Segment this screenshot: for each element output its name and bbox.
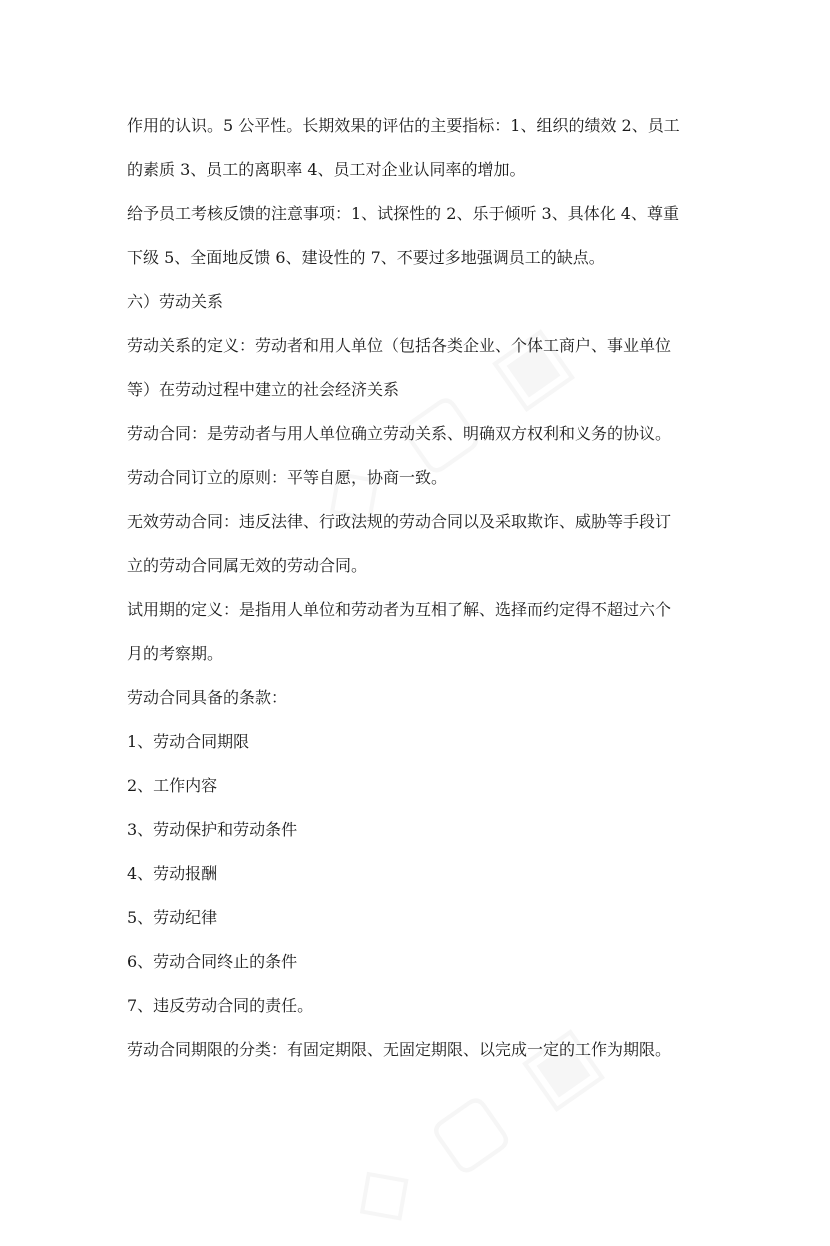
text-line: 的素质 3、员工的离职率 4、员工对企业认同率的增加。 — [127, 160, 526, 179]
text-line: 劳动合同具备的条款： — [127, 688, 288, 707]
list-item-text: 6、劳动合同终止的条件 — [127, 952, 298, 971]
paragraph-labor-contract — [127, 412, 707, 456]
list-item-clause-4 — [127, 852, 707, 896]
list-item-clause-1 — [127, 720, 707, 764]
list-item-clause-3 — [127, 808, 707, 852]
text-line: 作用的认识。5 公平性。长期效果的评估的主要指标：1、组织的绩效 2、员工 — [127, 116, 680, 135]
list-item-text: 2、工作内容 — [127, 776, 218, 795]
text-line: 无效劳动合同：违反法律、行政法规的劳动合同以及采取欺诈、威胁等手段订 — [127, 512, 672, 531]
list-item-clause-6 — [127, 940, 707, 984]
list-item-text: 4、劳动报酬 — [127, 864, 218, 883]
text-line: 试用期的定义：是指用人单位和劳动者为互相了解、选择而约定得不超过六个 — [127, 600, 672, 619]
paragraph-probation-definition — [127, 588, 707, 676]
list-item-clause-7 — [127, 984, 707, 1028]
paragraph-contract-clauses-intro — [127, 676, 707, 720]
paragraph-invalid-contract — [127, 500, 707, 588]
text-line: 劳动合同订立的原则：平等自愿，协商一致。 — [127, 468, 448, 487]
section-heading-labor-relations — [127, 280, 707, 324]
heading-text: 六）劳动关系 — [127, 292, 224, 311]
text-line: 立的劳动合同属无效的劳动合同。 — [127, 556, 368, 575]
list-item-text: 3、劳动保护和劳动条件 — [127, 820, 298, 839]
paragraph-contract-principles — [127, 456, 707, 500]
text-line: 劳动合同期限的分类：有固定期限、无固定期限、以完成一定的工作为期限。 — [127, 1040, 672, 1059]
text-line: 下级 5、全面地反馈 6、建设性的 7、不要过多地强调员工的缺点。 — [127, 248, 605, 267]
list-item-text: 1、劳动合同期限 — [127, 732, 250, 751]
document-body — [127, 104, 707, 1072]
text-line: 等）在劳动过程中建立的社会经济关系 — [127, 380, 400, 399]
list-item-clause-5 — [127, 896, 707, 940]
list-item-text: 5、劳动纪律 — [127, 908, 218, 927]
text-line: 劳动关系的定义：劳动者和用人单位（包括各类企业、个体工商户、事业单位 — [127, 336, 672, 355]
text-line: 劳动合同：是劳动者与用人单位确立劳动关系、明确双方权利和义务的协议。 — [127, 424, 672, 443]
text-line: 给予员工考核反馈的注意事项：1、试探性的 2、乐于倾听 3、具体化 4、尊重 — [127, 204, 679, 223]
paragraph-evaluation-indicators — [127, 104, 707, 192]
paragraph-contract-term-types — [127, 1028, 707, 1072]
paragraph-feedback-notes — [127, 192, 707, 280]
paragraph-labor-relation-definition — [127, 324, 707, 412]
list-item-clause-2 — [127, 764, 707, 808]
text-line: 月的考察期。 — [127, 644, 224, 663]
list-item-text: 7、违反劳动合同的责任。 — [127, 996, 314, 1015]
